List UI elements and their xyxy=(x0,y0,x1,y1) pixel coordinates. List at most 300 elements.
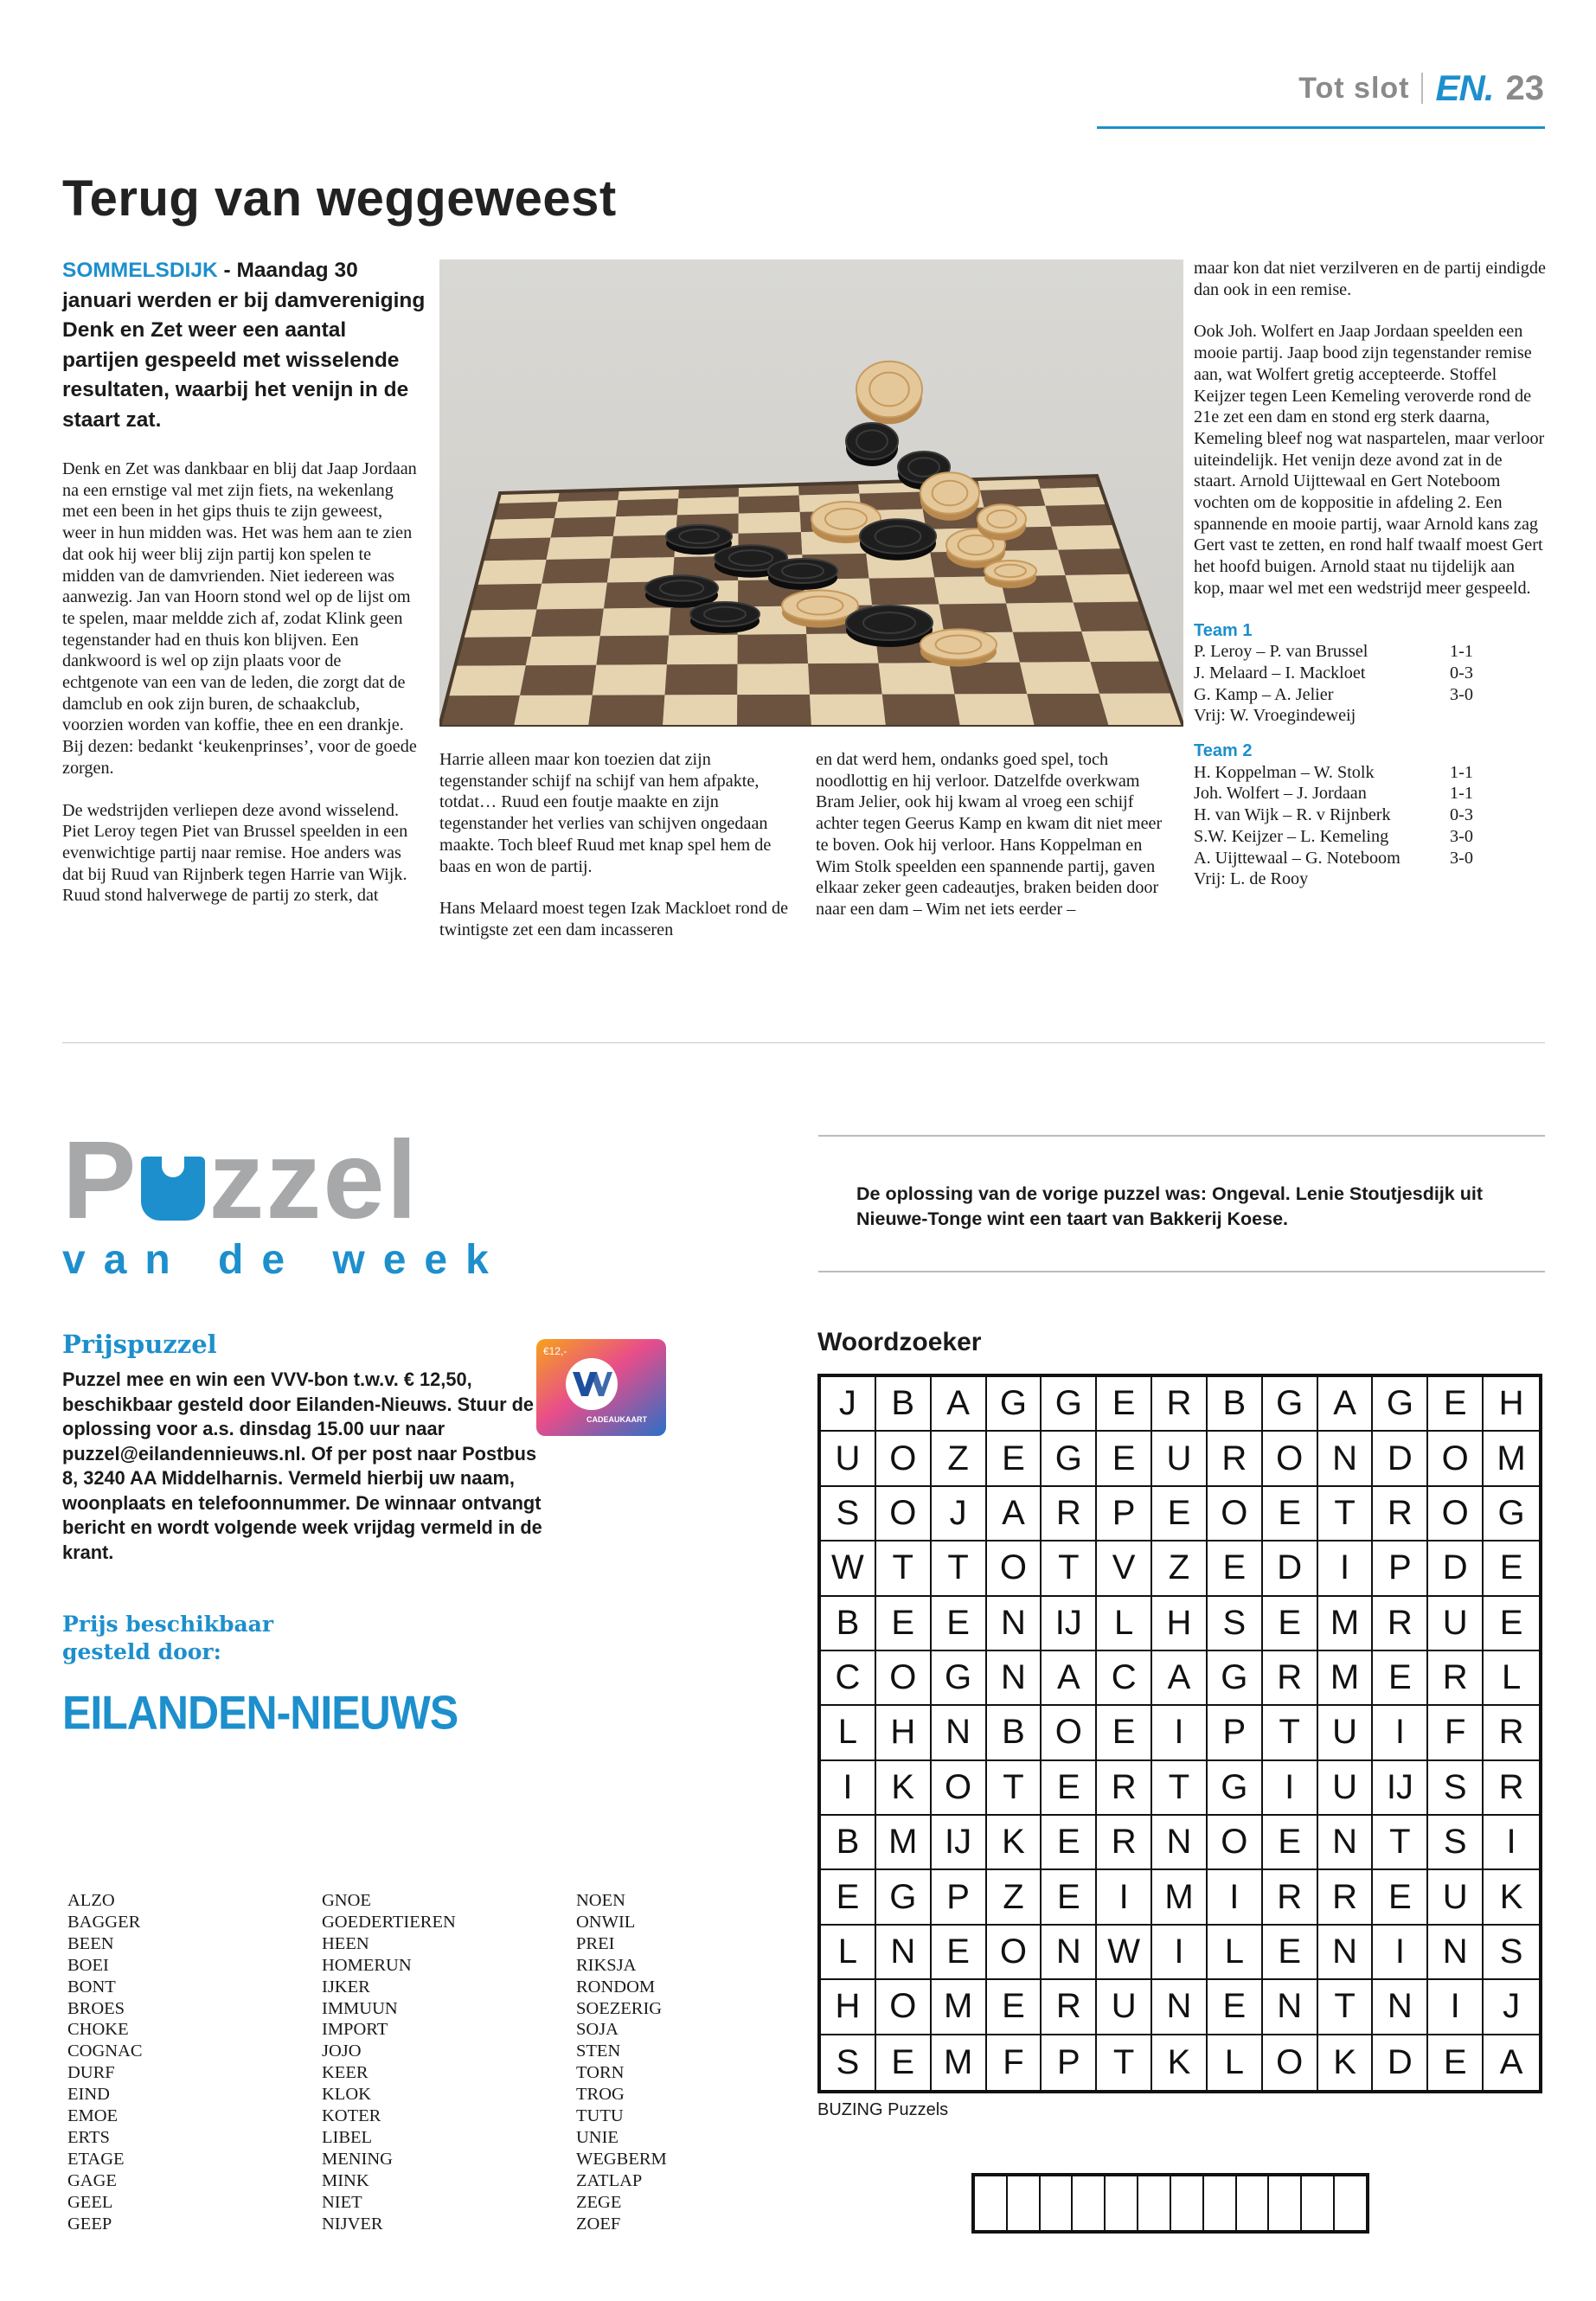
grid-cell: Z xyxy=(932,1432,987,1486)
sponsor-heading-text: Prijs beschikbaar gesteld door: xyxy=(62,1612,274,1664)
grid-cell: S xyxy=(1428,1761,1484,1816)
grid-cell: E xyxy=(932,1597,987,1651)
result-row xyxy=(1194,663,1548,684)
match-score: 0-3 xyxy=(1450,663,1473,683)
grid-cell: P xyxy=(932,1870,987,1925)
match-score: 1-1 xyxy=(1450,762,1473,782)
word-list-item: RONDOM xyxy=(576,1977,656,1997)
grid-cell: L xyxy=(821,1926,876,1980)
board-square xyxy=(739,512,801,534)
grid-cell: G xyxy=(1042,1432,1097,1486)
answer-box[interactable] xyxy=(1073,2176,1106,2230)
grid-cell: I xyxy=(1373,1926,1428,1980)
board-square xyxy=(547,536,613,560)
grid-cell: I xyxy=(1152,1706,1208,1760)
grid-cell: N xyxy=(932,1706,987,1760)
grid-cell: M xyxy=(1318,1597,1374,1651)
grid-cell: E xyxy=(1428,1377,1484,1432)
grid-cell: D xyxy=(1428,1541,1484,1596)
word-list-item: NIET xyxy=(322,2192,362,2212)
word-list-item: GEEP xyxy=(67,2214,112,2234)
word-list-item: ZOEF xyxy=(576,2214,621,2234)
grid-cell: G xyxy=(987,1377,1042,1432)
grid-cell: R xyxy=(1373,1597,1428,1651)
word-list-item: BOEI xyxy=(67,1955,109,1975)
board-square xyxy=(1013,631,1091,663)
word-list-item: ETAGE xyxy=(67,2149,125,2169)
paragraph: Harrie alleen maar kon toezien dat zijn tegenstander schijf na schijf van hem afpakte, totdat… Ruud een foutje maakte en zijn tegenstander het verlies van schijven ongedaan maakte. Toch bleef Ruud met knap spel hem de baas en won de partij. xyxy=(439,750,772,876)
board-square xyxy=(882,694,960,727)
board-square xyxy=(520,665,596,695)
team-1-heading: Team 1 xyxy=(1194,620,1253,640)
grid-cell: R xyxy=(1097,1761,1152,1816)
grid-cell: G xyxy=(932,1651,987,1706)
grid-cell: M xyxy=(1484,1432,1539,1486)
board-square xyxy=(1006,603,1081,632)
board-square xyxy=(536,582,606,609)
grid-cell: H xyxy=(1152,1597,1208,1651)
match-score: 1-1 xyxy=(1450,784,1473,804)
grid-cell: A xyxy=(1042,1651,1097,1706)
word-list-item: JOJO xyxy=(322,2041,362,2061)
word-list-item: ZATLAP xyxy=(576,2170,643,2190)
grid-cell: A xyxy=(1499,2042,1523,2081)
board-square xyxy=(667,635,738,664)
board-square xyxy=(980,489,1046,508)
grid-cell: T xyxy=(1318,1980,1374,2035)
word-list-item: HEEN xyxy=(322,1933,369,1953)
word-list-item: SOJA xyxy=(576,2020,619,2040)
grid-cell: P xyxy=(1373,1541,1428,1596)
board-square xyxy=(677,497,739,515)
grid-cell: E xyxy=(1208,1541,1263,1596)
grid-cell: H xyxy=(876,1706,932,1760)
grid-cell: T xyxy=(1097,2035,1152,2090)
grid-cell: M xyxy=(932,2035,987,2090)
grid-cell: R xyxy=(1263,1870,1318,1925)
word-list-item: GNOE xyxy=(322,1891,371,1910)
board-square xyxy=(596,636,669,665)
grid-cell: IJ xyxy=(1042,1597,1097,1651)
vvv-gift-card xyxy=(536,1339,666,1436)
paragraph: en dat werd hem, ondanks goed spel, toch noodlottig en hij verloor. Datzelfde overkwam Bram Jelier, ook hij kwam al vroeg een schijf achter tegen Geerus Kamp en kwam dit niet meer te boven. Ook hij verloor. Hans Koppelman en Wim Stolk speelden een spannende partij, gaven elkaar zeker geen cadeautjes, braken beiden door naar een dam – Wim net iets eerder – xyxy=(816,750,1163,919)
checkers-photo xyxy=(439,260,1183,727)
word-list-item: ZEGE xyxy=(576,2192,622,2212)
checker-piece xyxy=(690,602,760,633)
board-square xyxy=(593,664,667,695)
board-square xyxy=(1066,574,1141,603)
grid-cell: E xyxy=(876,2035,932,2090)
checker-piece xyxy=(768,559,837,590)
grid-cell: E xyxy=(987,1432,1042,1486)
board-square xyxy=(879,663,955,694)
grid-cell: E xyxy=(1428,2035,1484,2090)
result-row xyxy=(1194,868,1548,890)
grid-cell: G xyxy=(1208,1761,1263,1816)
grid-cell: L xyxy=(1097,1597,1152,1651)
grid-cell: S xyxy=(1484,1926,1539,1980)
sponsor-heading xyxy=(62,1611,287,1666)
answer-boxes[interactable] xyxy=(971,2173,1369,2234)
result-row xyxy=(1194,684,1548,706)
grid-cell: O xyxy=(1263,2035,1318,2090)
word-list-item: RIKSJA xyxy=(576,1955,637,1975)
grid-cell: F xyxy=(1428,1706,1484,1760)
board-square xyxy=(463,609,537,637)
grid-cell: N xyxy=(987,1597,1042,1651)
result-row xyxy=(1194,848,1548,869)
word-list-item: IMMUUN xyxy=(322,1998,398,2018)
match-label: J. Melaard – I. Mackloet xyxy=(1194,663,1366,683)
word-list-item: KOTER xyxy=(322,2106,381,2126)
board-square xyxy=(737,663,810,695)
grid-cell: S xyxy=(1208,1597,1263,1651)
match-score: 0-3 xyxy=(1450,805,1473,825)
answer-box[interactable] xyxy=(1335,2176,1366,2230)
result-row xyxy=(1194,641,1548,663)
grid-cell: I xyxy=(1484,1816,1539,1870)
grid-cell: R xyxy=(1484,1761,1539,1816)
answer-box[interactable] xyxy=(1302,2176,1335,2230)
word-list-item: WEGBERM xyxy=(576,2149,667,2169)
grid-cell: O xyxy=(1042,1706,1097,1760)
grid-cell: O xyxy=(1208,1487,1263,1541)
board-square xyxy=(955,694,1035,727)
match-label: P. Leroy – P. van Brussel xyxy=(1194,642,1368,662)
grid-cell: O xyxy=(1263,1432,1318,1486)
board-square xyxy=(1020,662,1099,694)
word-list-item: MENING xyxy=(322,2149,393,2169)
grid-cell: T xyxy=(1042,1541,1097,1596)
grid-cell: A xyxy=(1318,1377,1374,1432)
grid-cell: E xyxy=(1263,1816,1318,1870)
match-score: 3-0 xyxy=(1450,848,1473,868)
header-divider xyxy=(1421,73,1423,104)
grid-cell: S xyxy=(821,2035,876,2090)
eilanden-nieuws-logo: EILANDEN-NIEUWS xyxy=(62,1686,458,1740)
grid-cell: T xyxy=(1373,1816,1428,1870)
match-label: G. Kamp – A. Jelier xyxy=(1194,684,1334,704)
grid-cell: E xyxy=(1263,1926,1318,1980)
grid-cell: I xyxy=(821,1761,876,1816)
grid-cell: W xyxy=(1097,1926,1152,1980)
grid-cell: U xyxy=(1318,1761,1374,1816)
grid-cell: D xyxy=(1263,1541,1318,1596)
word-list-item: ERTS xyxy=(67,2127,110,2147)
article-lead xyxy=(62,256,426,435)
board-square xyxy=(1099,694,1183,727)
board-square xyxy=(1074,602,1151,631)
grid-cell: N xyxy=(876,1926,932,1980)
grid-cell: N xyxy=(1318,1816,1374,1870)
grid-cell: G xyxy=(876,1870,932,1925)
board-square xyxy=(808,663,882,695)
word-list-item: BONT xyxy=(67,1977,116,1997)
paragraph: De wedstrijden verliepen deze avond wisselend. Piet Leroy tegen Piet van Brussel speelden in een evenwichtige partij naar remise. Hoe anders was dat bij Ruud van Rijnberk tegen Harrie van Wijk. Ruud stond halverwege de partij zo sterk, dat xyxy=(62,800,408,906)
team-2-heading: Team 2 xyxy=(1194,741,1253,761)
grid-cell: I xyxy=(1263,1761,1318,1816)
checker-piece xyxy=(846,423,898,466)
word-list-item: ALZO xyxy=(67,1891,115,1910)
grid-cell: Z xyxy=(1152,1541,1208,1596)
grid-cell: M xyxy=(1152,1870,1208,1925)
word-list-item: MINK xyxy=(322,2170,369,2190)
page-header xyxy=(1298,67,1544,109)
word-list-item: BROES xyxy=(67,1998,125,2018)
logo-letter-p: P xyxy=(62,1118,138,1242)
paragraph: Ook Joh. Wolfert en Jaap Jordaan speelden een mooie partij. Jaap bood zijn tegenstander remise aan, wat Wolfert gretig accepteerde. Stoffel Keijzer tegen Leen Kemeling veroverde rond de 21e zet een dam en stond erg sterk daarna, Kemeling bleef nog wat naspartelen, maar verloor uiteindelijk. Het venijn deze avond zat in de staart. Arnold Uijttewaal en Gert Noteboom vochten om de koppositie in afdeling 2. Een spannende en mooie partij, waar Arnold kans zag Gert vast te zetten, en rond half twaalf moest Gert het hoofd buigen. Arnold staat nu tijdelijk aan kop, maar wel met een wedstrijd meer gespeeld. xyxy=(1194,322,1545,598)
match-label: H. Koppelman – W. Stolk xyxy=(1194,762,1375,782)
grid-cell: U xyxy=(1318,1706,1374,1760)
grid-cell: G xyxy=(1373,1377,1428,1432)
grid-cell: K xyxy=(876,1761,932,1816)
match-label: A. Uijttewaal – G. Noteboom xyxy=(1194,848,1401,868)
article-title: Terug van weggeweest xyxy=(62,170,617,227)
grid-cell: Z xyxy=(987,1870,1042,1925)
grid-cell: B xyxy=(987,1706,1042,1760)
match-label: Vrij: L. de Rooy xyxy=(1194,869,1309,889)
grid-cell: N xyxy=(987,1651,1042,1706)
result-row xyxy=(1194,762,1548,784)
prize-puzzle-heading: Prijspuzzel xyxy=(62,1330,217,1359)
grid-cell: T xyxy=(1318,1487,1374,1541)
answer-box[interactable] xyxy=(1171,2176,1204,2230)
grid-cell: O xyxy=(876,1980,932,2035)
word-list-item: KLOK xyxy=(322,2085,371,2105)
grid-cell: U xyxy=(1428,1597,1484,1651)
team-2-results xyxy=(1194,762,1548,890)
grid-cell: M xyxy=(932,1980,987,2035)
grid-cell: O xyxy=(1428,1487,1484,1541)
grid-cell: R xyxy=(1373,1487,1428,1541)
grid-cell: U xyxy=(1097,1980,1152,2035)
word-list-item: KEER xyxy=(322,2063,369,2083)
board-square xyxy=(554,500,618,518)
board-square xyxy=(949,663,1027,695)
answer-box[interactable] xyxy=(975,2176,1008,2230)
grid-cell: E xyxy=(876,1597,932,1651)
grid-cell: T xyxy=(932,1541,987,1596)
board-square xyxy=(739,496,800,514)
publication-logo: EN. xyxy=(1435,67,1494,108)
board-square xyxy=(439,695,520,727)
word-list-item: TUTU xyxy=(576,2106,624,2126)
match-label: H. van Wijk – R. v Rijnberk xyxy=(1194,805,1391,825)
board-square xyxy=(1027,694,1109,727)
board-square xyxy=(526,636,600,665)
grid-cell: K xyxy=(1318,2035,1374,2090)
checker-piece xyxy=(977,504,1026,541)
grid-cell: N xyxy=(1263,1980,1318,2035)
grid-cell: E xyxy=(932,1926,987,1980)
wordsearch-title: Woordzoeker xyxy=(817,1328,982,1356)
team-1-results xyxy=(1194,641,1548,727)
board-square xyxy=(542,559,610,584)
grid-cell: A xyxy=(987,1487,1042,1541)
board-square xyxy=(483,538,551,561)
board-square xyxy=(514,695,593,727)
grid-cell: A xyxy=(1152,1651,1208,1706)
grid-cell: O xyxy=(987,1541,1042,1596)
answer-box[interactable] xyxy=(1106,2176,1138,2230)
word-list-item: EMOE xyxy=(67,2106,119,2126)
word-list-item: GAGE xyxy=(67,2170,117,2190)
grid-cell: V xyxy=(1097,1541,1152,1596)
card-amount: €12,- xyxy=(543,1345,567,1357)
answer-box[interactable] xyxy=(1041,2176,1074,2230)
word-list-item: DURF xyxy=(67,2063,115,2083)
section-divider xyxy=(62,1042,1545,1043)
grid-cell: R xyxy=(1152,1377,1208,1432)
result-row xyxy=(1194,804,1548,826)
checker-piece xyxy=(846,606,933,647)
dateline-location: SOMMELSDIJK xyxy=(62,259,218,282)
answer-box[interactable] xyxy=(1008,2176,1041,2230)
grid-cell: O xyxy=(932,1761,987,1816)
grid-cell: T xyxy=(1263,1706,1318,1760)
grid-cell: N xyxy=(1318,1432,1374,1486)
word-list-item: TORN xyxy=(576,2063,625,2083)
grid-cell: A xyxy=(932,1377,987,1432)
grid-cell: W xyxy=(821,1541,876,1596)
grid-cell: E xyxy=(1484,1597,1539,1651)
grid-cell: G xyxy=(1042,1377,1097,1432)
grid-cell: E xyxy=(1042,1816,1097,1870)
article-column-1 xyxy=(62,458,417,927)
word-list-item: ONWIL xyxy=(576,1912,636,1932)
grid-cell: B xyxy=(876,1377,932,1432)
grid-cell: E xyxy=(1373,1870,1428,1925)
result-row xyxy=(1194,705,1548,727)
grid-cell: I xyxy=(1318,1541,1374,1596)
section-label: Tot slot xyxy=(1298,71,1410,105)
match-score: 1-1 xyxy=(1450,642,1473,662)
paragraph: Hans Melaard moest tegen Izak Mackloet rond de twintigste zet een dam incasseren xyxy=(439,899,789,939)
board-square xyxy=(665,664,738,695)
grid-cell: G xyxy=(1208,1651,1263,1706)
board-square xyxy=(493,502,558,520)
grid-cell: L xyxy=(821,1706,876,1760)
grid-cell: S xyxy=(821,1487,876,1541)
paragraph: Denk en Zet was dankbaar en blij dat Jaap Jordaan na een ernstige val met zijn fiets, na wekenlang met een been in het gips thuis te zijn geweest, weer in hun midden was. Het was hem aan te zien dat ook hij weer blij zijn partij kon spelen te midden van de damvrienden. Niet iedereen was aanwezig. Jan van Hoorn stond wel op de lijst om te spelen, maar meldde zich af, zodat Klink geen tegenstander had en thuis kon blijven. Een dankwoord is wel op zijn plaats voor de echtgenote van een van de leden, die zorgt dat de damclub en ook zijn buren, de schaakclub, voorzien worden van koffie, thee en een drankje. Bij dezen: bedankt ‘keukenprinses’, voor de goede zorgen. xyxy=(62,459,417,778)
word-list-column-3 xyxy=(576,1890,667,2235)
grid-cell: N xyxy=(1152,1980,1208,2035)
grid-cell: K xyxy=(1152,2035,1208,2090)
grid-cell: IJ xyxy=(1373,1761,1428,1816)
grid-cell: D xyxy=(1373,2035,1428,2090)
grid-cell: J xyxy=(932,1487,987,1541)
grid-cell: R xyxy=(1097,1816,1152,1870)
board-square xyxy=(738,634,809,664)
board-square xyxy=(616,498,678,516)
word-list-item: BEEN xyxy=(67,1933,114,1953)
grid-cell: R xyxy=(1263,1651,1318,1706)
grid-cell: E xyxy=(1263,1487,1318,1541)
wordsearch-grid xyxy=(817,1374,1542,2093)
prize-puzzle-text: Puzzel mee en win een VVV-bon t.w.v. € 12,50, beschikbaar gesteld door Eilanden-Nieuws. Stuur de oplossing voor a.s. dinsdag 15.00 uur naar puzzel@eilandennieuws.nl. Of per post naar Postbus 8, 3240 AA Middelharnis. Vermeld hierbij uw naam, woonplaats en telefoonnummer. De winnaar ontvangt bericht en wordt volgende week vrijdag vermeld in de krant. xyxy=(62,1368,542,1563)
board-square xyxy=(869,577,939,605)
word-list-item: GOEDERTIEREN xyxy=(322,1912,456,1932)
word-list-item: GEEL xyxy=(67,2192,113,2212)
word-list-item: NOEN xyxy=(576,1891,625,1910)
grid-cell: P xyxy=(1097,1487,1152,1541)
grid-cell: C xyxy=(1097,1651,1152,1706)
grid-cell: R xyxy=(1428,1651,1484,1706)
grid-cell: O xyxy=(876,1651,932,1706)
board-square xyxy=(1045,504,1113,527)
grid-cell: H xyxy=(821,1980,876,2035)
board-square xyxy=(737,695,811,727)
grid-cell: B xyxy=(1208,1377,1263,1432)
page-number: 23 xyxy=(1505,68,1544,107)
word-list-item: NIJVER xyxy=(322,2214,383,2234)
board-square xyxy=(1058,548,1131,575)
grid-cell: R xyxy=(1208,1432,1263,1486)
grid-cell: R xyxy=(1042,1487,1097,1541)
word-list-item: SOEZERIG xyxy=(576,1998,663,2018)
answer-box[interactable] xyxy=(1269,2176,1302,2230)
header-rule xyxy=(1097,126,1545,129)
checker-piece xyxy=(860,519,936,561)
board-square xyxy=(600,607,671,636)
grid-cell: E xyxy=(1097,1377,1152,1432)
grid-cell: E xyxy=(1373,1651,1428,1706)
grid-cell: E xyxy=(1042,1870,1097,1925)
previous-solution-box xyxy=(818,1135,1545,1272)
checker-piece xyxy=(920,629,997,666)
word-list-item: UNIE xyxy=(576,2127,619,2147)
grid-cell: B xyxy=(821,1597,876,1651)
grid-cell: L xyxy=(1208,2035,1263,2090)
word-list-item: COGNAC xyxy=(67,2041,143,2061)
grid-cell: D xyxy=(1373,1432,1428,1486)
board-square xyxy=(551,516,616,537)
grid-cell: H xyxy=(1484,1377,1539,1432)
checker-piece xyxy=(984,561,1036,588)
grid-cell: N xyxy=(1042,1926,1097,1980)
board-square xyxy=(531,608,604,637)
grid-cell: E xyxy=(1097,1432,1152,1486)
grid-cell: O xyxy=(876,1432,932,1486)
grid-cell: T xyxy=(987,1761,1042,1816)
word-list-item: IJKER xyxy=(322,1977,370,1997)
grid-cell: E xyxy=(1152,1487,1208,1541)
logo-subtitle: van de week xyxy=(62,1237,507,1283)
article-column-3 xyxy=(816,749,1170,941)
grid-cell: R xyxy=(1484,1706,1539,1760)
article-column-2 xyxy=(439,749,794,962)
answer-box[interactable] xyxy=(1204,2176,1237,2230)
article-column-4 xyxy=(1194,258,1548,890)
word-list-item: TROG xyxy=(576,2085,625,2105)
board-square xyxy=(939,604,1013,633)
grid-cell: P xyxy=(1208,1706,1263,1760)
grid-cell: L xyxy=(1484,1651,1539,1706)
grid-cell: B xyxy=(821,1816,876,1870)
lead-text: - Maandag 30 januari werden er bij damvereniging Denk en Zet weer een aantal partijen gespeeld met wisselende resultaten, waarbij het venijn in de staart zat. xyxy=(62,259,426,432)
grid-cell: M xyxy=(876,1816,932,1870)
match-score: 3-0 xyxy=(1450,826,1473,846)
board-square xyxy=(488,518,554,539)
word-list-item: CHOKE xyxy=(67,2020,129,2040)
grid-cell: M xyxy=(1318,1651,1374,1706)
grid-cell: I xyxy=(1373,1706,1428,1760)
grid-cell: G xyxy=(1484,1487,1539,1541)
grid-cell: T xyxy=(1152,1761,1208,1816)
word-list-column-2 xyxy=(322,1890,456,2235)
answer-box[interactable] xyxy=(1138,2176,1171,2230)
answer-box[interactable] xyxy=(1237,2176,1270,2230)
